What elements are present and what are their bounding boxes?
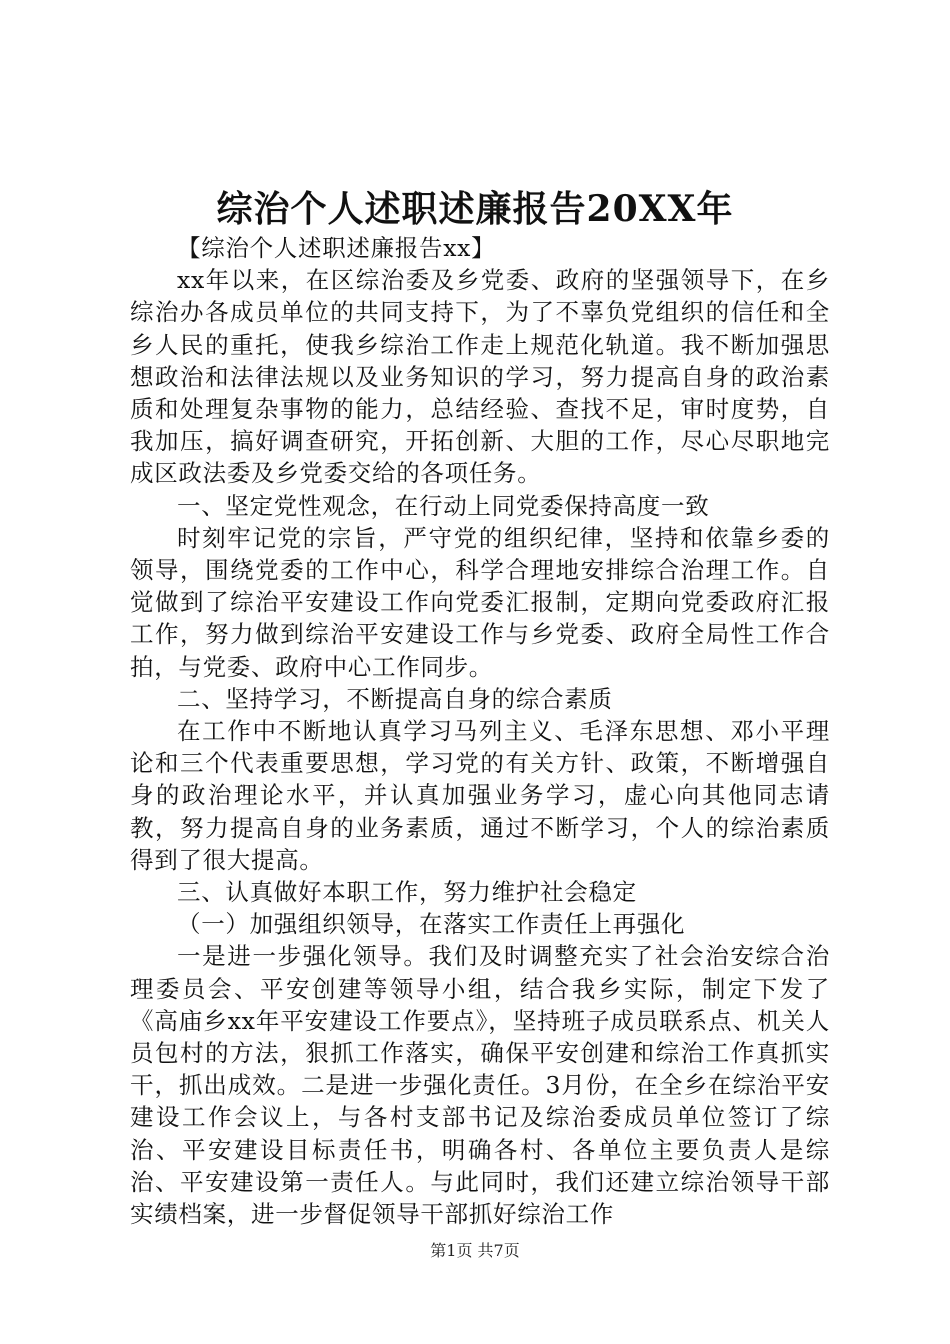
page-number-footer: 第1页 共7页	[430, 1241, 520, 1260]
paragraph-section-3-1: 一是进一步强化领导。我们及时调整充实了社会治安综合治理委员会、平安创建等领导小组，结合我乡实际，制定下发了《高庙乡xx年平安建设工作要点》，坚持班子成员联系点、机关人员包村的方法，狠抓工作落实，确保平安创建和综治工作真抓实干，抓出成效。二是进一步强化责任。3月份，在全乡在综治平安建设工作会议上，与各村支部书记及综治委成员单位签订了综治、平安建设目标责任书，明确各村、各单位主要负责人是综治、平安建设第一责任人。与此同时，我们还建立综治领导干部实绩档案，进一步督促领导干部抓好综治工作	[130, 942, 830, 1229]
document-body	[130, 232, 830, 1230]
section-heading-2: 二、坚持学习，不断提高自身的综合素质	[177, 684, 613, 713]
section-heading-3: 三、认真做好本职工作，努力维护社会稳定	[177, 878, 637, 907]
paragraph-subtitle: 【综治个人述职述廉报告xx】	[177, 234, 496, 262]
section-heading-1: 一、坚定党性观念，在行动上同党委保持高度一致	[177, 491, 710, 520]
paragraph-section-2: 在工作中不断地认真学习马列主义、毛泽东思想、邓小平理论和三个代表重要思想，学习党的有关方针、政策，不断增强自身的政治理论水平，并认真加强业务学习，虚心向其他同志请教，努力提高自身的业务素质，通过不断学习，个人的综治素质得到了很大提高。	[130, 717, 830, 874]
paragraph-section-1: 时刻牢记党的宗旨，严守党的组织纪律，坚持和依靠乡委的领导，围绕党委的工作中心，科学合理地安排综合治理工作。自觉做到了综治平安建设工作向党委汇报制，定期向党委政府汇报工作，努力做到综治平安建设工作与乡党委、政府全局性工作合拍，与党委、政府中心工作同步。	[130, 523, 830, 681]
document-title: 综治个人述职述廉报告20XX年	[216, 188, 734, 230]
subsection-heading-3-1: （一）加强组织领导，在落实工作责任上再强化	[177, 910, 686, 939]
paragraph-intro: xx年以来，在区综治委及乡党委、政府的坚强领导下，在乡综治办各成员单位的共同支持下，为了不辜负党组织的信任和全乡人民的重托，使我乡综治工作走上规范化轨道。我不断加强思想政治和法律法规以及业务知识的学习，努力提高自身的政治素质和处理复杂事物的能力，总结经验、查找不足，审时度势，自我加压，搞好调查研究，开拓创新、大胆的工作，尽心尽职地完成区政法委及乡党委交给的各项任务。	[130, 266, 830, 488]
